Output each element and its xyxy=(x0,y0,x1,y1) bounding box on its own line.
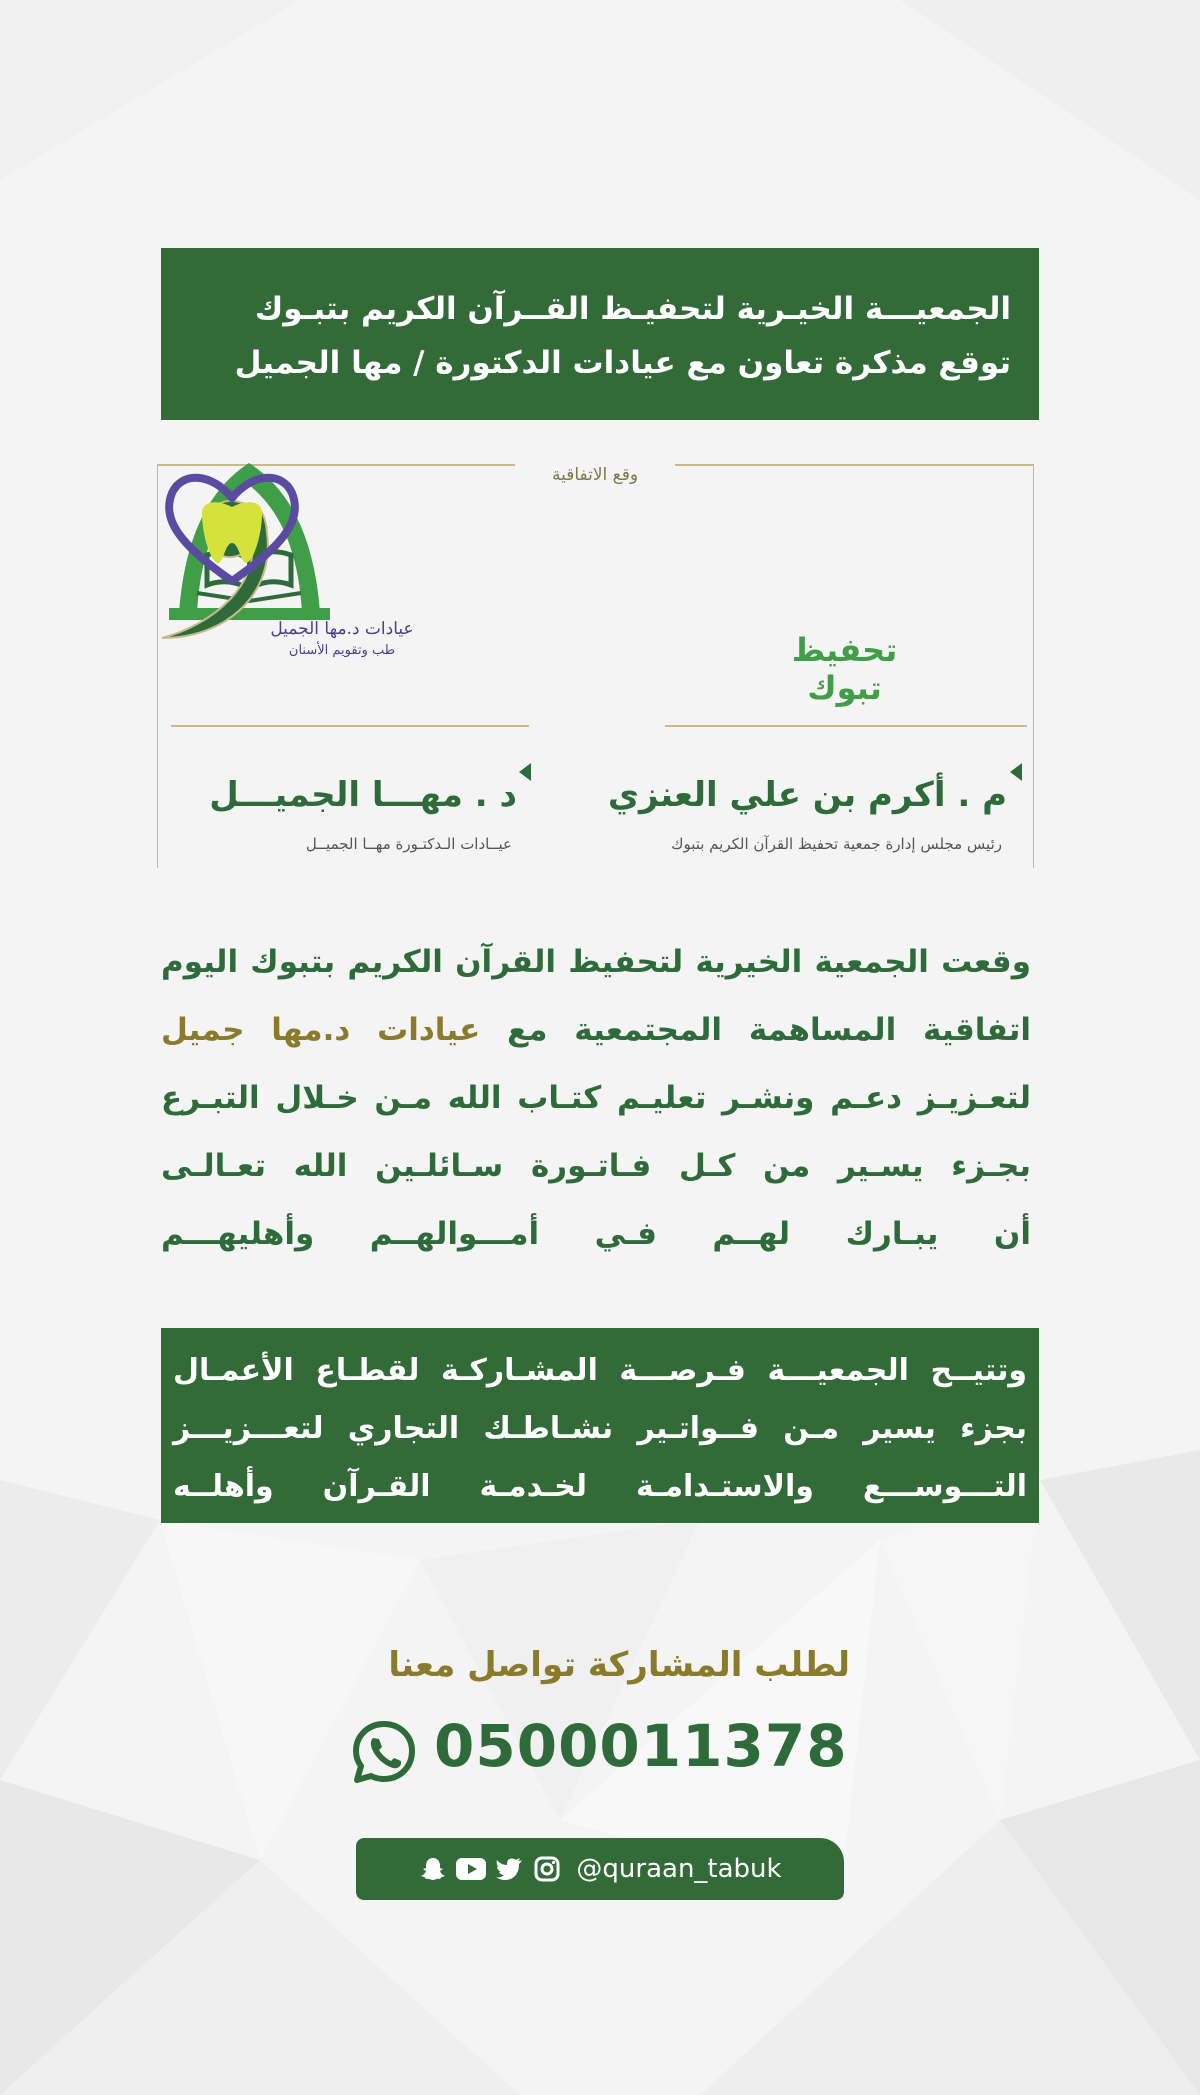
youtube-icon[interactable] xyxy=(456,1854,486,1884)
agreement-caption: وقع الاتفاقية xyxy=(515,463,675,487)
participation-line-2: بجزء يسير مـن فــواتـير نشـاطـك التجاري لتعـــزيـــز xyxy=(173,1411,1027,1446)
header-line-2: توقع مذكرة تعاون مع عيادات الدكتورة / مها الجميل xyxy=(234,345,1011,381)
twitter-icon[interactable] xyxy=(494,1854,524,1884)
instagram-icon[interactable] xyxy=(532,1854,562,1884)
header-banner xyxy=(161,248,1039,420)
body-line-5: أن يبـارك لهــم فـي أمـــوالهــم وأهليهـــم xyxy=(161,1216,1031,1252)
signatory-left-name: د . مهـــا الجميـــل xyxy=(209,775,517,815)
marker-right-icon xyxy=(1010,763,1022,781)
participation-box xyxy=(161,1328,1039,1523)
snapchat-icon[interactable] xyxy=(418,1854,448,1884)
phone-number[interactable]: 0500011378 xyxy=(434,1712,848,1780)
body-line-4: بجـزء يسـير من كـل فـاتـورة سـائلـين الله تعـالـى xyxy=(161,1148,1031,1184)
announcement-body xyxy=(161,928,1031,1268)
signatory-left-title: عيــادات الـدكتـورة مهــا الجميــل xyxy=(305,835,512,853)
body-line-2 xyxy=(161,996,1031,1064)
phone-contact[interactable] xyxy=(350,1710,850,1790)
tahfeez-tabuk-logo-text: تحفيظ تبوك xyxy=(791,631,898,707)
marker-left-icon xyxy=(519,763,531,781)
clinic-highlight: عيادات د.مها جميل xyxy=(161,1012,481,1048)
whatsapp-icon[interactable] xyxy=(350,1718,418,1786)
signatory-right-name: م . أكرم بن علي العنزي xyxy=(607,775,1007,815)
clinic-logo-name: عيادات د.مها الجميل xyxy=(270,619,414,639)
signatory-right-title: رئيس مجلس إدارة جمعية تحفيظ القرآن الكريم بتبوك xyxy=(671,835,1002,853)
agreement-frame xyxy=(157,463,1034,868)
dental-clinic-logo xyxy=(157,463,307,593)
social-bar xyxy=(356,1838,844,1900)
body-line-3: لتعـزيـز دعـم ونشـر تعليـم كتـاب الله مـن خـلال التبـرع xyxy=(161,1080,1031,1116)
participation-line-3: التـــوســـع والاستـدامـة لخـدمـة القـرآن وأهلــه xyxy=(173,1469,1027,1504)
social-handle[interactable]: @quraan_tabuk xyxy=(576,1854,782,1884)
clinic-logo-tagline: طب وتقويم الأسنان xyxy=(288,643,396,658)
body-line-1: وقعت الجمعية الخيرية لتحفيظ القرآن الكريم بتبوك اليوم xyxy=(161,944,1031,980)
header-line-1: الجمعيـــة الخيـرية لتحفيـظ القــرآن الكريم بتبـوك xyxy=(254,291,1011,327)
contact-label: لطلب المشاركة تواصل معنا xyxy=(388,1645,850,1685)
participation-line-1: وتتيــح الجمعيـــة فـرصـــة المشـاركـة لقطـاع الأعمـال xyxy=(173,1353,1027,1388)
body-line-2-start: اتفاقية المساهمة المجتمعية مع xyxy=(507,1012,1031,1048)
